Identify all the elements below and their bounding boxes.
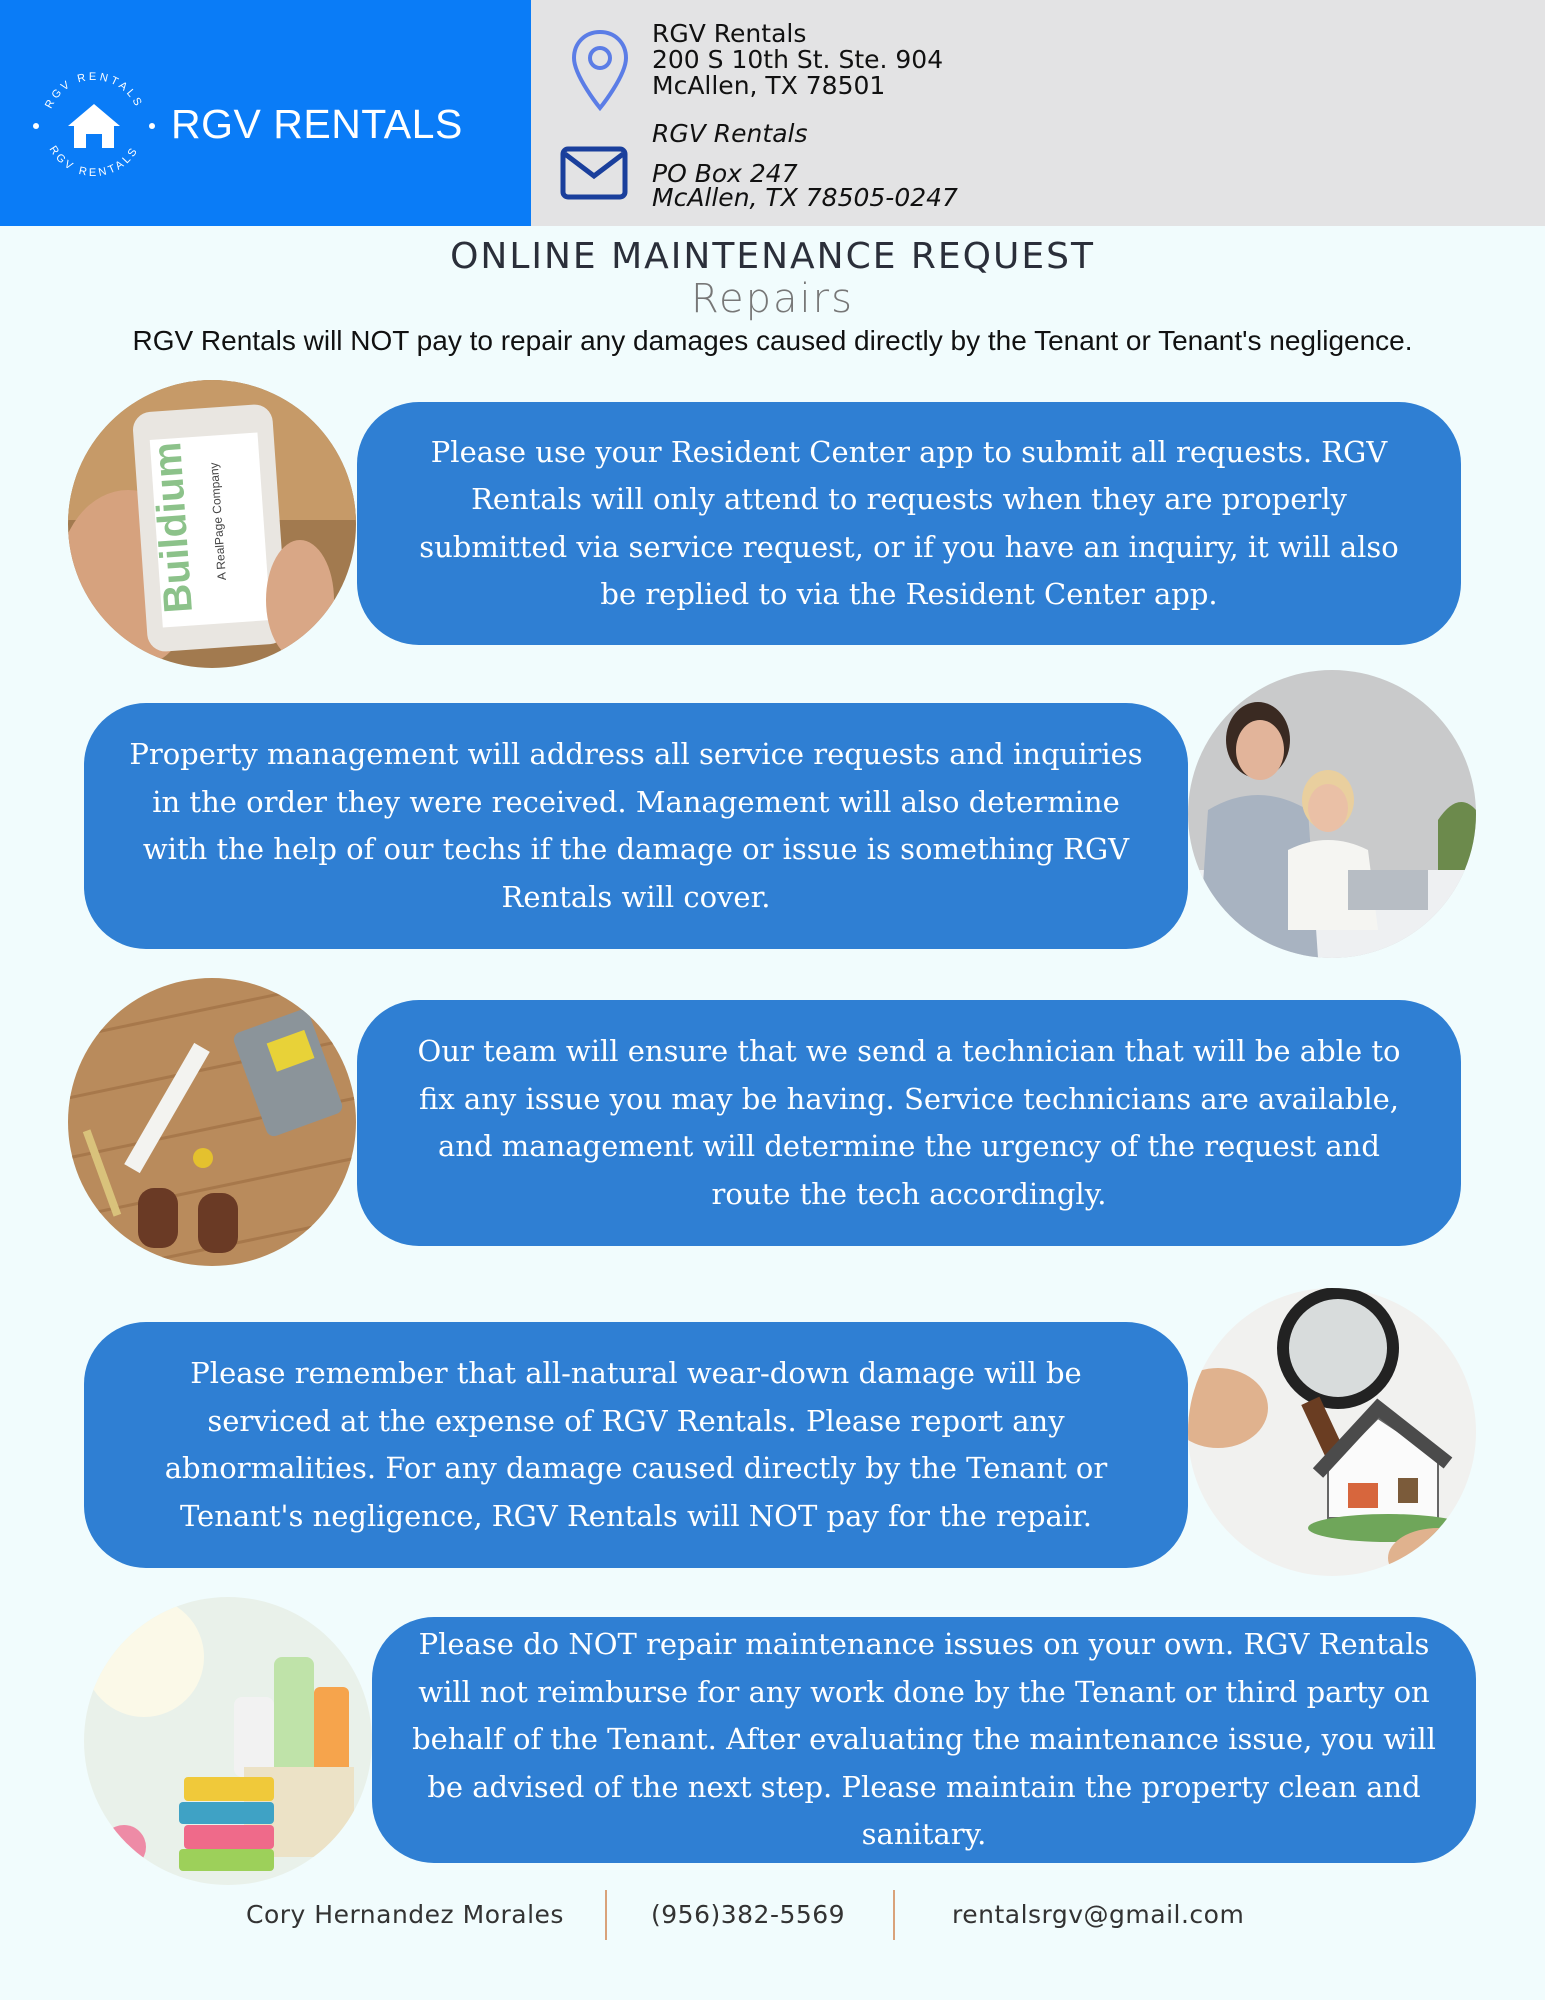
info-card-1: [357, 402, 1461, 645]
brand-panel: [0, 0, 531, 226]
svg-text:RGV RENTALS: RGV RENTALS: [46, 143, 142, 180]
office-women-photo: [1188, 670, 1476, 958]
footer-divider: [605, 1890, 607, 1940]
cleaning-supplies-photo: [84, 1597, 372, 1885]
info-card-3-text: Our team will ensure that we send a technician that will be able to fix any issue you may be having. Service technicians are available, and management will determine the urgency of the request and route the tech accordingly.: [417, 1034, 1401, 1211]
info-card-3: [357, 1000, 1461, 1246]
info-card-5-text: Please do NOT repair maintenance issues on your own. RGV Rentals will not reimburse for any work done by the Tenant or third party on behalf of the Tenant. After evaluating the maintenance issue, you will be advised of the next step. Please maintain the property clean and sanitary.: [412, 1627, 1436, 1852]
address-line2: 200 S 10th St. Ste. 904: [652, 45, 944, 74]
footer-email[interactable]: rentalsrgv@gmail.com: [952, 1900, 1245, 1929]
page-subtitle: Repairs: [691, 276, 854, 322]
magnifier-house-photo: [1188, 1288, 1476, 1576]
footer-divider: [893, 1890, 895, 1940]
info-card-2-text: Property management will address all service requests and inquiries in the order they were received. Management will also determine with the help of our techs if the damage or issue is something RGV Rentals will cover.: [129, 737, 1143, 914]
rgv-logo-icon: [30, 62, 158, 190]
buildium-phone-photo: [68, 380, 356, 668]
mailing-line2: PO Box 247: [652, 159, 798, 188]
footer-phone[interactable]: (956)382-5569: [651, 1900, 846, 1929]
info-card-1-text: Please use your Resident Center app to submit all requests. RGV Rentals will only attend to requests when they are properly submitted via service request, or if you have an inquiry, it will also be replied to via the Resident Center app.: [419, 434, 1399, 611]
buildium-logo-text: Buildium: [145, 440, 201, 615]
info-card-4: [84, 1322, 1188, 1568]
buildium-logo-subtext: A RealPage Company: [206, 462, 229, 581]
info-card-2: [84, 703, 1188, 949]
mailing-line1: RGV Rentals: [652, 119, 808, 148]
info-card-4-text: Please remember that all-natural wear-down damage will be serviced at the expense of RGV Rentals. Please report any abnormalities. For any damage caused directly by the Tenant or Tenant's negligence, RGV Rentals will NOT pay for the repair.: [164, 1356, 1108, 1533]
info-card-5: [372, 1617, 1476, 1863]
mail-icon: [560, 146, 628, 200]
tools-floor-photo: [68, 978, 356, 1266]
mailing-line3: McAllen, TX 78505-0247: [652, 183, 958, 212]
address-line3: McAllen, TX 78501: [652, 71, 886, 100]
page-title: ONLINE MAINTENANCE REQUEST: [450, 236, 1095, 277]
notice-text: RGV Rentals will NOT pay to repair any damages caused directly by the Tenant or Tenant's negligence.: [132, 325, 1413, 356]
address-line1: RGV Rentals: [652, 19, 807, 48]
brand-name: RGV RENTALS: [171, 101, 463, 147]
footer-contact-name: Cory Hernandez Morales: [246, 1900, 564, 1929]
logo-ring-text: RGV RENTALS: [42, 70, 146, 111]
location-pin-icon: [570, 28, 630, 112]
